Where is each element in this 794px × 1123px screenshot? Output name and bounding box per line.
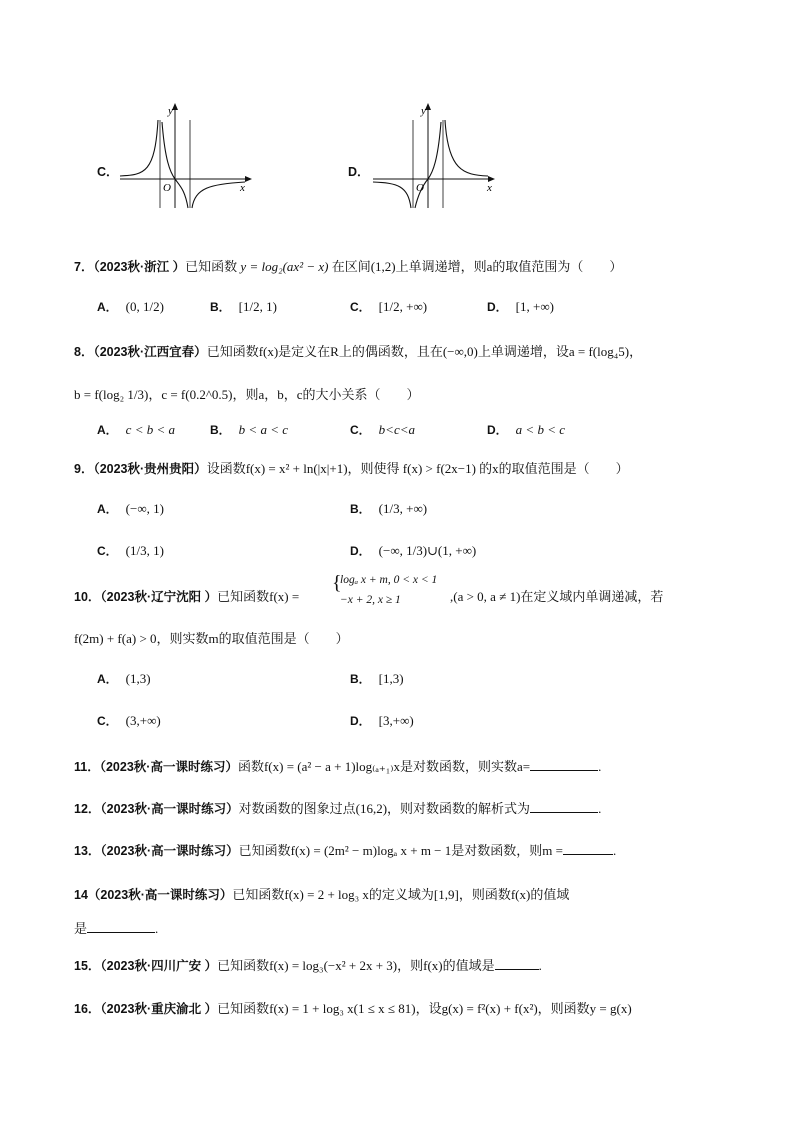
graph-c [115, 100, 255, 210]
question-8 [74, 341, 642, 360]
question-source: （2023秋·辽宁沈阳 ） [100, 590, 218, 604]
answer-blank[interactable] [530, 800, 598, 813]
question-number: 13． [74, 844, 101, 858]
formula: y = log₂(ax² − x) [240, 259, 329, 274]
question-16 [74, 998, 632, 1017]
question-number: 16． [74, 1002, 101, 1016]
question-7 [74, 256, 622, 275]
question-number: 15． [74, 959, 101, 973]
question-source: （2023秋·贵州贵阳） [93, 462, 207, 476]
question-15: 15．（2023秋·四川广安 ）已知函数f(x) = log₃(−x² + 2x + 3)，则f(x)的值域是 . [74, 958, 542, 973]
question-text: 已知函数f(x) = 1 + log₃ x(1 ≤ x ≤ 81)，设g(x) = f²(x) + f(x²)，则函数y = g(x) [217, 1001, 632, 1016]
question-8-line2: b = f(log₂ 1/3)，c = f(0.2^0.5)，则a，b，c的大小关系（ ） [74, 387, 420, 402]
question-source: （2023秋·四川广安 ） [100, 959, 218, 973]
axis-y-label: y [421, 105, 426, 117]
piecewise-case-1: logₐ x + m, 0 < x < 1 [340, 574, 438, 586]
q9-option-c[interactable]: C． (1/3, 1) [97, 543, 164, 558]
question-10 [74, 586, 299, 605]
origin-label: O [416, 182, 424, 194]
q10-option-a[interactable]: A． (1,3) [97, 671, 151, 686]
q9-option-d[interactable]: D． (−∞, 1/3)∪(1, +∞) [350, 543, 477, 558]
origin-label: O [163, 182, 171, 194]
option-d-label: D． [348, 165, 370, 179]
answer-blank[interactable] [87, 920, 155, 933]
answer-blank[interactable] [530, 758, 598, 771]
q10-option-c[interactable]: C． (3,+∞) [97, 713, 161, 728]
question-14-line2: 是 . [74, 921, 159, 936]
q10-option-d[interactable]: D． [3,+∞) [350, 713, 414, 728]
question-text: 已知函数 [185, 259, 238, 274]
question-text: 函数f(x) = (a² − a + 1)log₍ₐ₊₁₎x是对数函数，则实数a= [237, 759, 531, 774]
question-13: 13．（2023秋·高一课时练习）已知函数f(x) = (2m² − m)logₐ x + m − 1是对数函数，则m = . [74, 843, 617, 858]
question-10-line2: f(2m) + f(a) > 0，则实数m的取值范围是（ ） [74, 631, 349, 646]
q8-option-a[interactable]: A． c < b < a [97, 422, 175, 437]
question-source: （2023秋·重庆渝北 ） [100, 1002, 218, 1016]
question-text: 已知函数f(x) = [217, 589, 300, 604]
q8-option-b[interactable]: B． b < a < c [210, 422, 288, 437]
question-number: 7． [74, 260, 94, 274]
q7-option-a[interactable]: A． (0, 1/2) [97, 299, 164, 314]
question-number: 14 [74, 888, 88, 902]
axis-x-label: x [240, 182, 245, 194]
question-text: 已知函数f(x)是定义在R上的偶函数，且在(−∞,0)上单调递增，设a = f(log₄5)， [206, 344, 643, 359]
question-9 [74, 458, 629, 477]
question-source: （2023秋·高一课时练习） [100, 844, 239, 858]
question-10-tail: ,(a > 0, a ≠ 1)在定义域内单调递减，若 [450, 589, 664, 604]
question-number: 9． [74, 462, 94, 476]
q10-option-b[interactable]: B． [1,3) [350, 671, 404, 686]
axis-y-label: y [168, 105, 173, 117]
question-number: 10． [74, 590, 101, 604]
piecewise-brace: { [332, 572, 342, 594]
axis-x-label: x [487, 182, 492, 194]
question-source: （2023秋·高一课时练习） [99, 760, 238, 774]
question-11: 11．（2023秋·高一课时练习）函数f(x) = (a² − a + 1)log₍ₐ₊₁₎x是对数函数，则实数a= . [74, 759, 602, 774]
question-number: 12． [74, 802, 101, 816]
question-source: （2023秋·浙江 ） [93, 260, 186, 274]
q8-option-d[interactable]: D． a < b < c [487, 422, 565, 437]
answer-blank[interactable] [563, 842, 613, 855]
question-text: 已知函数f(x) = 2 + log₃ x的定义域为[1,9]，则函数f(x)的值域 [232, 887, 570, 902]
question-12: 12．（2023秋·高一课时练习）对数函数的图象过点(16,2)，则对数函数的解析式为 . [74, 801, 602, 816]
piecewise-case-2: −x + 2, x ≥ 1 [340, 594, 401, 606]
answer-blank[interactable] [495, 957, 539, 970]
option-c-label: C． [97, 165, 119, 179]
question-text: 已知函数f(x) = log₃(−x² + 2x + 3)，则f(x)的值域是 [217, 958, 495, 973]
question-number: 8． [74, 345, 94, 359]
q7-option-b[interactable]: B． [1/2, 1) [210, 299, 277, 314]
question-number: 11． [74, 760, 100, 774]
question-text: 设函数f(x) = x² + ln(|x|+1)，则使得 f(x) > f(2x−1) 的x的取值范围是（ ） [206, 461, 629, 476]
q9-option-b[interactable]: B． (1/3, +∞) [350, 501, 428, 516]
q7-option-c[interactable]: C． [1/2, +∞) [350, 299, 428, 314]
question-text: 已知函数f(x) = (2m² − m)logₐ x + m − 1是对数函数，则m = [238, 843, 563, 858]
question-source: （2023秋·江西宜春） [93, 345, 207, 359]
question-source: （2023秋·高一课时练习） [100, 802, 239, 816]
question-text: 在区间(1,2)上单调递增，则a的取值范围为（ ） [331, 259, 623, 274]
q8-option-c[interactable]: C． b<c<a [350, 422, 415, 437]
question-text: 对数函数的图象过点(16,2)，则对数函数的解析式为 [238, 801, 531, 816]
question-source: （2023秋·高一课时练习） [87, 888, 233, 902]
q9-option-a[interactable]: A． (−∞, 1) [97, 501, 164, 516]
q7-option-d[interactable]: D． [1, +∞) [487, 299, 554, 314]
graph-d [368, 100, 508, 210]
question-14 [74, 884, 569, 903]
